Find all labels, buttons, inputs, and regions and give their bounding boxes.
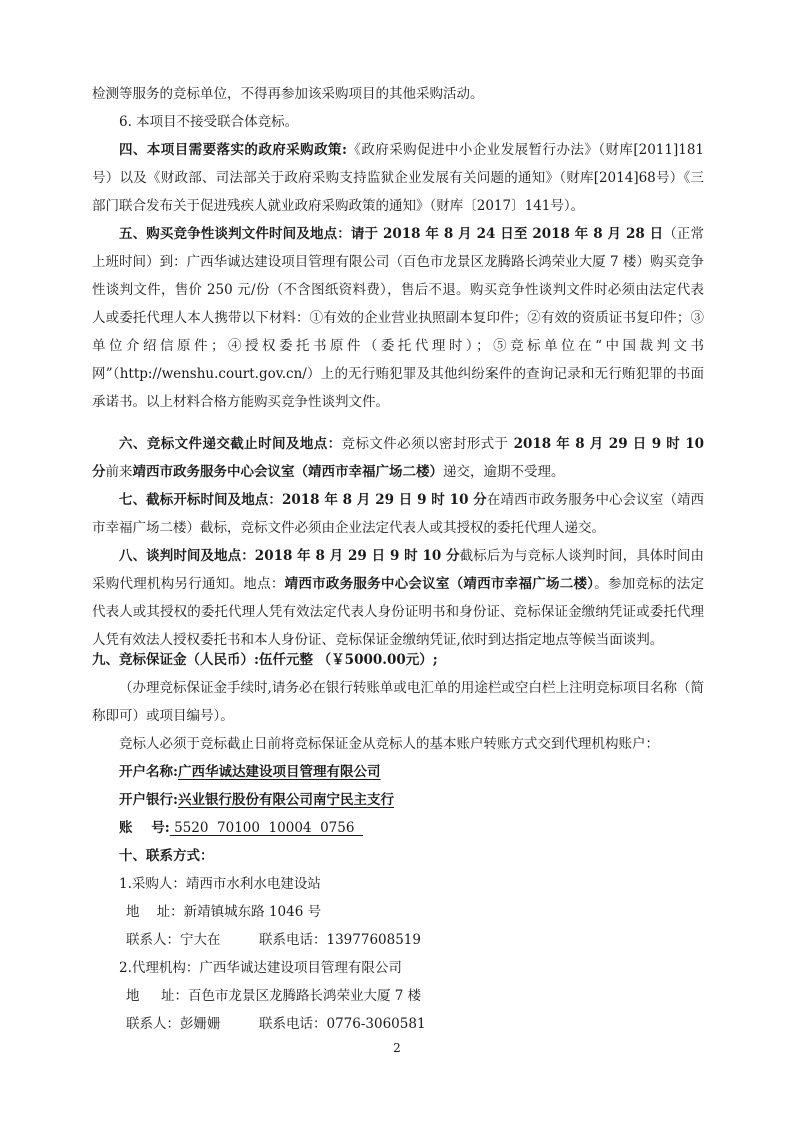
buyer-contact: 联系人：宁大在 [126, 932, 221, 948]
account-number-row [119, 814, 363, 842]
section-6-heading: 六、竞标文件递交截止时间及地点： [119, 436, 342, 452]
section-6-text-2: 前来 [105, 464, 133, 480]
account-name-value: 广西华诚达建设项目管理有限公司 [177, 764, 381, 780]
agent-address: 地 址：百色市龙景区龙腾路长鸿荣业大厦 7 楼 [126, 988, 422, 1004]
section-5-heading: 五、购买竞争性谈判文件时间及地点：请于 2018 年 8 月 24 日至 2018 年 8 月 28 日 [119, 226, 664, 242]
section-10-heading: 十、联系方式： [119, 848, 214, 864]
section-6-time: 2018 年 8 月 29 日 9 时 10 分 [92, 436, 705, 480]
section-8-text-1: 截标后为与竞标人谈判时间，具体时间由采购代理机构另行通知。地点： [92, 548, 705, 592]
section-7-heading: 七、截标开标时间及地点： [119, 492, 282, 508]
bank-row [119, 786, 394, 814]
account-name-label: 开户名称: [119, 764, 178, 780]
bank-value: 兴业银行股份有限公司南宁民主支行 [177, 792, 394, 808]
buyer-name: 1.采购人：靖西市水利水电建设站 [119, 876, 321, 892]
section-6-text-1: 竞标文件必须以密封形式于 [341, 436, 509, 452]
section-8-heading: 八、谈判时间及地点： [119, 548, 255, 564]
section-4-text: 《政府采购促进中小企业发展暂行办法》（财库[2011]181号）以及《财政部、司法部关于政府采购支持监狱企业发展有关问题的通知》（财库[2014]68号）《三部门联合发布关于促进残疾人就业政府采购政策的通知》（财库〔2017〕141号）。 [92, 142, 704, 214]
page-number: 2 [393, 1041, 401, 1055]
buyer-phone: 联系电话：13977608519 [259, 932, 421, 948]
agent-phone: 联系电话：0776-3060581 [259, 1016, 426, 1032]
account-name-row [119, 758, 380, 786]
section-4-heading: 四、本项目需要落实的政府采购政策: [119, 142, 347, 158]
section-7-bid-opening [92, 486, 704, 542]
section-5-text: （正常上班时间）到：广西华诚达建设项目管理有限公司（百色市龙景区龙腾路长鸿荣业大厦 7 楼）购买竞争性谈判文件，售价 250 元/份（不含图纸资料费），售后不退。购买竞争性谈判文件时必须由法定代表人或委托代理人本人携带以下材料：①有效的企业营业执照副本复印件；②有效的资质证书复印件；③单位介绍信原件；④授权委托书原件（委托代理时）；⑤竞标单位在“中国裁判文书网”（http://wenshu.court.gov.cn/）上的无行贿犯罪及其他纠纷案件的查询记录和无行贿犯罪的书面承诺书。以上材料合格方能购买竞争性谈判文件。 [92, 226, 704, 410]
section-6-submission-deadline [92, 430, 704, 486]
section-8-time: 2018 年 8 月 29 日 9 时 10 分 [254, 548, 460, 564]
paragraph-continued: 检测等服务的竞标单位，不得再参加该采购项目的其他采购活动。 [92, 86, 484, 102]
section-5-purchase-docs [92, 220, 704, 416]
paragraph-item-6: 6. 本项目不接受联合体竞标。 [119, 114, 299, 130]
section-4-procurement-policy [92, 136, 704, 220]
buyer-address: 地 址：新靖镇城东路 1046 号 [126, 904, 322, 920]
section-6-place: 靖西市政务服务中心会议室（靖西市幸福广场二楼） [132, 464, 443, 480]
account-number-label: 账 号: [119, 820, 170, 836]
section-8-text-2: 。参加竞标的法定代表人或其授权的委托代理人凭有效法定代表人身份证明书和身份证、竞标保证金缴纳凭证或委托代理人凭有效法人授权委托书和本人身份证、竞标保证金缴纳凭证,依时到达指定地点等候当面谈判。 [92, 576, 705, 648]
section-7-time: 2018 年 8 月 29 日 9 时 10 分 [281, 492, 487, 508]
agent-contact: 联系人：彭姗姗 [126, 1016, 221, 1032]
section-9-note: （办理竞标保证金手续时,请务必在银行转账单或电汇单的用途栏或空白栏上注明竞标项目名称（简称即可）或项目编号）。 [92, 680, 704, 724]
section-9-heading: 九、竞标保证金（人民币）:伍仟元整 （￥5000.00元）; [92, 652, 438, 668]
bank-label: 开户银行: [119, 792, 178, 808]
section-6-text-3: 递交，逾期不受理。 [443, 464, 565, 480]
account-number-value: 5520 70100 10004 0756 [169, 820, 364, 836]
section-9-note-2: 竞标人必须于竞标截止日前将竞标保证金从竞标人的基本账户转账方式交到代理机构账户： [119, 736, 659, 752]
section-7-text: 在靖西市政务服务中心会议室（靖西市幸福广场二楼）截标，竞标文件必须由企业法定代表人或其授权的委托代理人递交。 [92, 492, 705, 536]
section-8-place: 靖西市政务服务中心会议室（靖西市幸福广场二楼） [284, 576, 595, 592]
section-8-negotiation [92, 542, 704, 654]
agent-name: 2.代理机构：广西华诚达建设项目管理有限公司 [119, 960, 402, 976]
